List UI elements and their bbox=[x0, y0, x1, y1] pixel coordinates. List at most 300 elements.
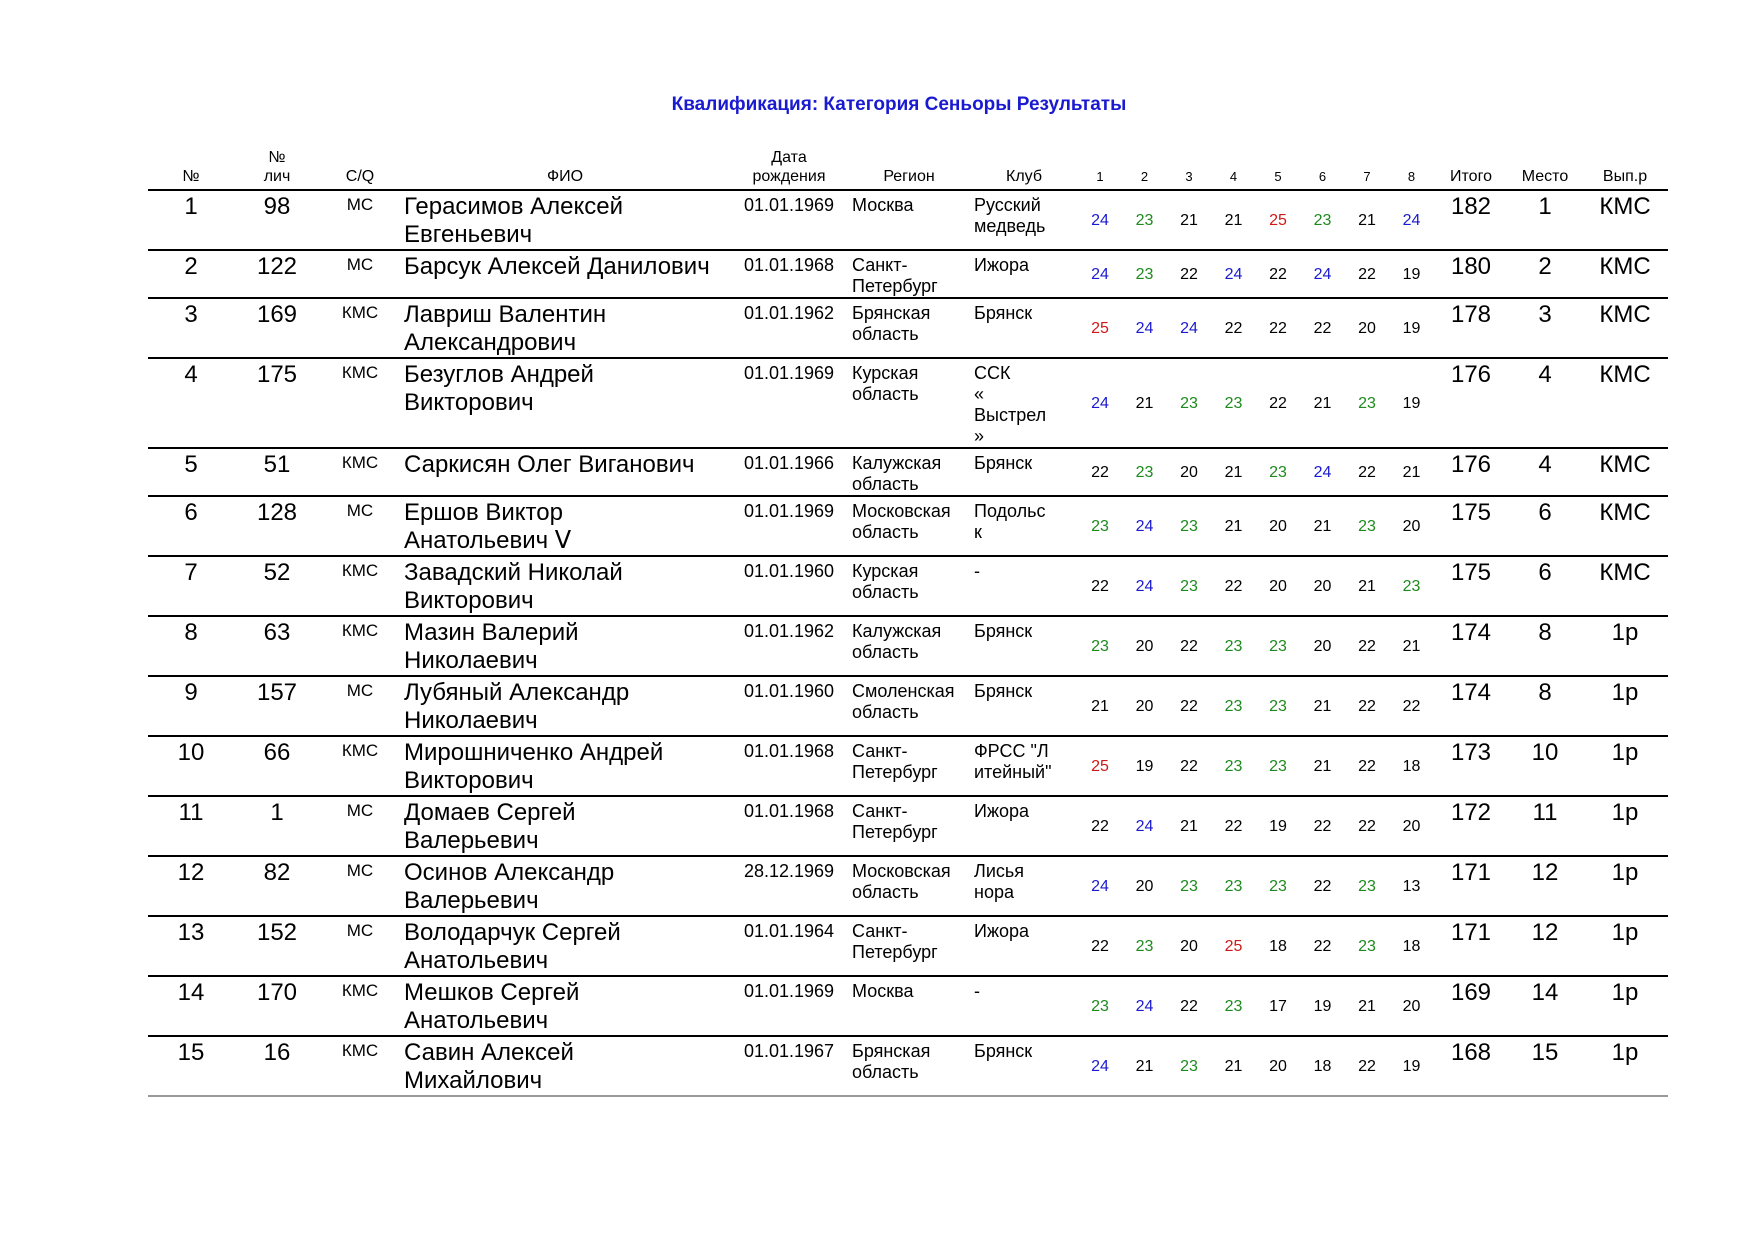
shooter-name-line: Домаев Сергей bbox=[404, 799, 576, 826]
region-line: Брянская bbox=[852, 303, 931, 323]
col-header-norm: Вып.р bbox=[1582, 148, 1668, 190]
region-line: Санкт- bbox=[852, 921, 908, 941]
col-header-fio: ФИО bbox=[400, 148, 730, 190]
series-score-3: 23 bbox=[1167, 1036, 1211, 1096]
club-line: Лисья bbox=[974, 861, 1024, 881]
series-score-1: 24 bbox=[1078, 358, 1122, 448]
club-line: ФРСС "Л bbox=[974, 741, 1049, 761]
birth-date: 01.01.1962 bbox=[730, 616, 848, 676]
table-row bbox=[148, 1036, 1668, 1096]
shooter-class: МС bbox=[320, 250, 400, 298]
club-line: Выстрел bbox=[974, 405, 1047, 425]
region-line: область bbox=[852, 522, 919, 542]
region-line: Калужская bbox=[852, 621, 942, 641]
row-number: 10 bbox=[148, 736, 234, 796]
series-score-2: 24 bbox=[1122, 298, 1167, 358]
row-number: 6 bbox=[148, 496, 234, 556]
series-score-5: 22 bbox=[1256, 250, 1300, 298]
shooter-name-line: Завадский Николай bbox=[404, 559, 623, 586]
licence-number: 152 bbox=[234, 916, 320, 976]
series-score-6: 21 bbox=[1300, 676, 1345, 736]
table-row bbox=[148, 190, 1668, 250]
series-score-7: 22 bbox=[1345, 250, 1389, 298]
series-score-1: 22 bbox=[1078, 448, 1122, 496]
series-score-3: 21 bbox=[1167, 796, 1211, 856]
shooter-name-line: Барсук Алексей Данилович bbox=[404, 253, 710, 280]
club bbox=[970, 676, 1078, 736]
total-score: 171 bbox=[1434, 856, 1508, 916]
region bbox=[848, 916, 970, 976]
region-line: Петербург bbox=[852, 762, 938, 782]
region-line: Московская bbox=[852, 861, 951, 881]
shooter-name bbox=[400, 556, 730, 616]
qualification-norm: 1р bbox=[1582, 676, 1668, 736]
birth-date: 01.01.1969 bbox=[730, 358, 848, 448]
club-line: к bbox=[974, 522, 982, 542]
series-score-5: 23 bbox=[1256, 856, 1300, 916]
total-score: 176 bbox=[1434, 358, 1508, 448]
shooter-name-line: Ершов Виктор bbox=[404, 499, 563, 526]
series-score-4: 21 bbox=[1211, 448, 1256, 496]
series-score-4: 25 bbox=[1211, 916, 1256, 976]
shooter-name bbox=[400, 676, 730, 736]
series-score-8: 20 bbox=[1389, 796, 1434, 856]
region-line: Петербург bbox=[852, 276, 938, 296]
club bbox=[970, 358, 1078, 448]
total-score: 174 bbox=[1434, 676, 1508, 736]
total-score: 178 bbox=[1434, 298, 1508, 358]
qualification-norm: КМС bbox=[1582, 448, 1668, 496]
qualification-norm: 1р bbox=[1582, 1036, 1668, 1096]
region-line: Санкт- bbox=[852, 801, 908, 821]
series-score-1: 24 bbox=[1078, 250, 1122, 298]
series-score-5: 22 bbox=[1256, 298, 1300, 358]
series-score-6: 22 bbox=[1300, 796, 1345, 856]
series-score-4: 22 bbox=[1211, 556, 1256, 616]
shooter-class: МС bbox=[320, 856, 400, 916]
series-score-5: 23 bbox=[1256, 676, 1300, 736]
series-score-1: 25 bbox=[1078, 736, 1122, 796]
shooter-class: КМС bbox=[320, 448, 400, 496]
birth-date: 01.01.1969 bbox=[730, 190, 848, 250]
series-score-6: 21 bbox=[1300, 358, 1345, 448]
results-table bbox=[148, 148, 1668, 1097]
licence-number: 175 bbox=[234, 358, 320, 448]
series-score-2: 23 bbox=[1122, 250, 1167, 298]
club bbox=[970, 856, 1078, 916]
series-score-6: 19 bbox=[1300, 976, 1345, 1036]
club-line: « bbox=[974, 384, 985, 404]
licence-number: 63 bbox=[234, 616, 320, 676]
series-score-7: 23 bbox=[1345, 856, 1389, 916]
club-line: итейный" bbox=[974, 762, 1052, 782]
col-header-region: Регион bbox=[848, 148, 970, 190]
shooter-class: МС bbox=[320, 796, 400, 856]
region bbox=[848, 448, 970, 496]
series-score-7: 22 bbox=[1345, 448, 1389, 496]
series-score-8: 19 bbox=[1389, 1036, 1434, 1096]
row-number: 9 bbox=[148, 676, 234, 736]
table-row bbox=[148, 358, 1668, 448]
total-score: 172 bbox=[1434, 796, 1508, 856]
place: 8 bbox=[1508, 676, 1582, 736]
place: 2 bbox=[1508, 250, 1582, 298]
series-score-6: 22 bbox=[1300, 298, 1345, 358]
series-score-8: 20 bbox=[1389, 976, 1434, 1036]
series-score-3: 20 bbox=[1167, 448, 1211, 496]
region-line: область bbox=[852, 474, 919, 494]
qualification-norm: КМС bbox=[1582, 358, 1668, 448]
club bbox=[970, 1036, 1078, 1096]
shooter-name-line: Валерьевич bbox=[404, 887, 539, 914]
region bbox=[848, 556, 970, 616]
row-number: 4 bbox=[148, 358, 234, 448]
series-score-8: 21 bbox=[1389, 448, 1434, 496]
shooter-class: МС bbox=[320, 676, 400, 736]
total-score: 175 bbox=[1434, 496, 1508, 556]
series-score-6: 20 bbox=[1300, 616, 1345, 676]
club bbox=[970, 190, 1078, 250]
series-score-4: 21 bbox=[1211, 190, 1256, 250]
series-score-4: 21 bbox=[1211, 1036, 1256, 1096]
place: 12 bbox=[1508, 856, 1582, 916]
club-line: Брянск bbox=[974, 621, 1033, 641]
qualification-norm: 1р bbox=[1582, 736, 1668, 796]
club-line: Русский bbox=[974, 195, 1041, 215]
club-line: Брянск bbox=[974, 453, 1033, 473]
series-score-5: 25 bbox=[1256, 190, 1300, 250]
licence-number: 66 bbox=[234, 736, 320, 796]
series-score-6: 23 bbox=[1300, 190, 1345, 250]
shooter-name-line: Викторович bbox=[404, 587, 534, 614]
series-score-2: 24 bbox=[1122, 556, 1167, 616]
birth-date: 01.01.1968 bbox=[730, 796, 848, 856]
shooter-name-line: Анатольевич ᐯ bbox=[404, 527, 572, 554]
series-score-7: 22 bbox=[1345, 616, 1389, 676]
club-line: медведь bbox=[974, 216, 1046, 236]
series-score-7: 20 bbox=[1345, 298, 1389, 358]
shooter-name-line: Мирошниченко Андрей bbox=[404, 739, 664, 766]
birth-date: 01.01.1960 bbox=[730, 556, 848, 616]
club bbox=[970, 448, 1078, 496]
row-number: 7 bbox=[148, 556, 234, 616]
licence-number: 82 bbox=[234, 856, 320, 916]
shooter-name-line: Евгеньевич bbox=[404, 221, 533, 248]
col-header-series-4: 4 bbox=[1211, 148, 1256, 190]
region-line: Москва bbox=[852, 195, 914, 215]
table-row bbox=[148, 298, 1668, 358]
series-score-6: 18 bbox=[1300, 1036, 1345, 1096]
col-header-place: Место bbox=[1508, 148, 1582, 190]
col-header-series-6: 6 bbox=[1300, 148, 1345, 190]
total-score: 174 bbox=[1434, 616, 1508, 676]
place: 1 bbox=[1508, 190, 1582, 250]
licence-number: 128 bbox=[234, 496, 320, 556]
region bbox=[848, 496, 970, 556]
shooter-class: КМС bbox=[320, 616, 400, 676]
series-score-4: 23 bbox=[1211, 358, 1256, 448]
series-score-2: 24 bbox=[1122, 976, 1167, 1036]
shooter-name bbox=[400, 616, 730, 676]
club-line: » bbox=[974, 426, 985, 446]
table-row bbox=[148, 250, 1668, 298]
series-score-3: 22 bbox=[1167, 616, 1211, 676]
region-line: область bbox=[852, 882, 919, 902]
club bbox=[970, 796, 1078, 856]
col-header-series-3: 3 bbox=[1167, 148, 1211, 190]
shooter-name-line: Анатольевич bbox=[404, 1007, 549, 1034]
col-header-series-8: 8 bbox=[1389, 148, 1434, 190]
shooter-name-line: Лубяный Александр bbox=[404, 679, 630, 706]
qualification-norm: КМС bbox=[1582, 556, 1668, 616]
licence-number: 98 bbox=[234, 190, 320, 250]
series-score-3: 22 bbox=[1167, 250, 1211, 298]
shooter-name bbox=[400, 190, 730, 250]
licence-number: 51 bbox=[234, 448, 320, 496]
region-line: область bbox=[852, 324, 919, 344]
shooter-name-line: Викторович bbox=[404, 767, 534, 794]
series-score-1: 24 bbox=[1078, 1036, 1122, 1096]
series-score-1: 21 bbox=[1078, 676, 1122, 736]
series-score-3: 22 bbox=[1167, 736, 1211, 796]
qualification-norm: 1р bbox=[1582, 916, 1668, 976]
region bbox=[848, 1036, 970, 1096]
region bbox=[848, 358, 970, 448]
qualification-norm: 1р bbox=[1582, 616, 1668, 676]
licence-number: 1 bbox=[234, 796, 320, 856]
series-score-8: 18 bbox=[1389, 736, 1434, 796]
shooter-class: МС bbox=[320, 190, 400, 250]
series-score-6: 21 bbox=[1300, 736, 1345, 796]
region bbox=[848, 298, 970, 358]
birth-date: 28.12.1969 bbox=[730, 856, 848, 916]
row-number: 14 bbox=[148, 976, 234, 1036]
series-score-1: 22 bbox=[1078, 796, 1122, 856]
birth-date: 01.01.1969 bbox=[730, 496, 848, 556]
series-score-6: 22 bbox=[1300, 856, 1345, 916]
series-score-7: 23 bbox=[1345, 496, 1389, 556]
shooter-name bbox=[400, 250, 730, 298]
birth-date: 01.01.1968 bbox=[730, 736, 848, 796]
series-score-1: 23 bbox=[1078, 976, 1122, 1036]
row-number: 11 bbox=[148, 796, 234, 856]
club-line: Ижора bbox=[974, 921, 1030, 941]
region-line: Москва bbox=[852, 981, 914, 1001]
series-score-7: 21 bbox=[1345, 556, 1389, 616]
row-number: 1 bbox=[148, 190, 234, 250]
series-score-2: 20 bbox=[1122, 616, 1167, 676]
series-score-5: 23 bbox=[1256, 736, 1300, 796]
series-score-2: 23 bbox=[1122, 448, 1167, 496]
shooter-class: КМС bbox=[320, 736, 400, 796]
place: 3 bbox=[1508, 298, 1582, 358]
shooter-name-line: Безуглов Андрей bbox=[404, 361, 594, 388]
shooter-name-line: Александрович bbox=[404, 329, 577, 356]
series-score-1: 24 bbox=[1078, 190, 1122, 250]
series-score-2: 21 bbox=[1122, 1036, 1167, 1096]
place: 12 bbox=[1508, 916, 1582, 976]
total-score: 171 bbox=[1434, 916, 1508, 976]
series-score-3: 20 bbox=[1167, 916, 1211, 976]
birth-date: 01.01.1962 bbox=[730, 298, 848, 358]
shooter-name bbox=[400, 916, 730, 976]
licence-number: 52 bbox=[234, 556, 320, 616]
series-score-8: 22 bbox=[1389, 676, 1434, 736]
shooter-name-line: Герасимов Алексей bbox=[404, 193, 623, 220]
region-line: Курская bbox=[852, 363, 919, 383]
club-line: - bbox=[974, 981, 980, 1001]
club-line: Ижора bbox=[974, 255, 1030, 275]
region bbox=[848, 856, 970, 916]
col-header-series-5: 5 bbox=[1256, 148, 1300, 190]
place: 4 bbox=[1508, 358, 1582, 448]
series-score-5: 20 bbox=[1256, 556, 1300, 616]
total-score: 175 bbox=[1434, 556, 1508, 616]
series-score-6: 24 bbox=[1300, 448, 1345, 496]
table-row bbox=[148, 556, 1668, 616]
place: 8 bbox=[1508, 616, 1582, 676]
series-score-8: 19 bbox=[1389, 358, 1434, 448]
series-score-3: 22 bbox=[1167, 676, 1211, 736]
club-line: Брянск bbox=[974, 1041, 1033, 1061]
series-score-5: 19 bbox=[1256, 796, 1300, 856]
shooter-name bbox=[400, 856, 730, 916]
series-score-8: 21 bbox=[1389, 616, 1434, 676]
series-score-3: 23 bbox=[1167, 856, 1211, 916]
series-score-7: 22 bbox=[1345, 1036, 1389, 1096]
total-score: 168 bbox=[1434, 1036, 1508, 1096]
col-header-total: Итого bbox=[1434, 148, 1508, 190]
region-line: Петербург bbox=[852, 942, 938, 962]
row-number: 3 bbox=[148, 298, 234, 358]
col-header-num: № bbox=[148, 148, 234, 190]
region-line: область bbox=[852, 384, 919, 404]
shooter-name-line: Викторович bbox=[404, 389, 534, 416]
club bbox=[970, 298, 1078, 358]
series-score-2: 24 bbox=[1122, 796, 1167, 856]
qualification-norm: 1р bbox=[1582, 796, 1668, 856]
birth-date: 01.01.1967 bbox=[730, 1036, 848, 1096]
region-line: область bbox=[852, 582, 919, 602]
series-score-1: 24 bbox=[1078, 856, 1122, 916]
shooter-class: КМС bbox=[320, 976, 400, 1036]
region-line: Курская bbox=[852, 561, 919, 581]
shooter-name-line: Мешков Сергей bbox=[404, 979, 580, 1006]
place: 11 bbox=[1508, 796, 1582, 856]
total-score: 176 bbox=[1434, 448, 1508, 496]
region-line: область bbox=[852, 642, 919, 662]
qualification-norm: 1р bbox=[1582, 856, 1668, 916]
col-header-series-1: 1 bbox=[1078, 148, 1122, 190]
shooter-name-line: Саркисян Олег Виганович bbox=[404, 451, 695, 478]
row-number: 8 bbox=[148, 616, 234, 676]
qualification-norm: КМС bbox=[1582, 496, 1668, 556]
table-row bbox=[148, 976, 1668, 1036]
total-score: 182 bbox=[1434, 190, 1508, 250]
row-number: 13 bbox=[148, 916, 234, 976]
place: 14 bbox=[1508, 976, 1582, 1036]
shooter-name-line: Мазин Валерий bbox=[404, 619, 579, 646]
shooter-name bbox=[400, 358, 730, 448]
series-score-8: 18 bbox=[1389, 916, 1434, 976]
series-score-8: 19 bbox=[1389, 250, 1434, 298]
shooter-name-line: Михайлович bbox=[404, 1067, 543, 1094]
place: 10 bbox=[1508, 736, 1582, 796]
table-row bbox=[148, 796, 1668, 856]
series-score-2: 20 bbox=[1122, 856, 1167, 916]
qualification-norm: 1р bbox=[1582, 976, 1668, 1036]
licence-number: 157 bbox=[234, 676, 320, 736]
club bbox=[970, 250, 1078, 298]
region-line: Санкт- bbox=[852, 741, 908, 761]
col-header-club: Клуб bbox=[970, 148, 1078, 190]
place: 4 bbox=[1508, 448, 1582, 496]
region-line: Брянская bbox=[852, 1041, 931, 1061]
series-score-5: 17 bbox=[1256, 976, 1300, 1036]
club bbox=[970, 556, 1078, 616]
club bbox=[970, 496, 1078, 556]
row-number: 15 bbox=[148, 1036, 234, 1096]
series-score-8: 19 bbox=[1389, 298, 1434, 358]
table-row bbox=[148, 856, 1668, 916]
region-line: Калужская bbox=[852, 453, 942, 473]
shooter-class: КМС bbox=[320, 358, 400, 448]
club bbox=[970, 976, 1078, 1036]
birth-date: 01.01.1964 bbox=[730, 916, 848, 976]
shooter-name bbox=[400, 976, 730, 1036]
shooter-name-line: Валерьевич bbox=[404, 827, 539, 854]
series-score-4: 21 bbox=[1211, 496, 1256, 556]
series-score-2: 23 bbox=[1122, 916, 1167, 976]
region-line: Петербург bbox=[852, 822, 938, 842]
series-score-6: 20 bbox=[1300, 556, 1345, 616]
total-score: 169 bbox=[1434, 976, 1508, 1036]
series-score-7: 21 bbox=[1345, 976, 1389, 1036]
region bbox=[848, 976, 970, 1036]
qualification-norm: КМС bbox=[1582, 190, 1668, 250]
shooter-name-line: Николаевич bbox=[404, 707, 538, 734]
series-score-7: 22 bbox=[1345, 736, 1389, 796]
shooter-class: МС bbox=[320, 496, 400, 556]
qualification-norm: КМС bbox=[1582, 250, 1668, 298]
series-score-2: 20 bbox=[1122, 676, 1167, 736]
series-score-7: 22 bbox=[1345, 796, 1389, 856]
series-score-4: 23 bbox=[1211, 736, 1256, 796]
col-header-series-2: 2 bbox=[1122, 148, 1167, 190]
series-score-5: 20 bbox=[1256, 1036, 1300, 1096]
series-score-7: 22 bbox=[1345, 676, 1389, 736]
shooter-name bbox=[400, 496, 730, 556]
region-line: Смоленская bbox=[852, 681, 955, 701]
series-score-7: 23 bbox=[1345, 358, 1389, 448]
table-row bbox=[148, 616, 1668, 676]
region-line: область bbox=[852, 1062, 919, 1082]
series-score-3: 23 bbox=[1167, 496, 1211, 556]
birth-date: 01.01.1960 bbox=[730, 676, 848, 736]
series-score-3: 22 bbox=[1167, 976, 1211, 1036]
club-line: Брянск bbox=[974, 681, 1033, 701]
series-score-1: 22 bbox=[1078, 916, 1122, 976]
series-score-1: 23 bbox=[1078, 496, 1122, 556]
shooter-class: МС bbox=[320, 916, 400, 976]
licence-number: 170 bbox=[234, 976, 320, 1036]
region bbox=[848, 676, 970, 736]
shooter-name bbox=[400, 796, 730, 856]
shooter-class: КМС bbox=[320, 556, 400, 616]
licence-number: 122 bbox=[234, 250, 320, 298]
shooter-name-line: Осинов Александр bbox=[404, 859, 615, 886]
series-score-4: 22 bbox=[1211, 796, 1256, 856]
